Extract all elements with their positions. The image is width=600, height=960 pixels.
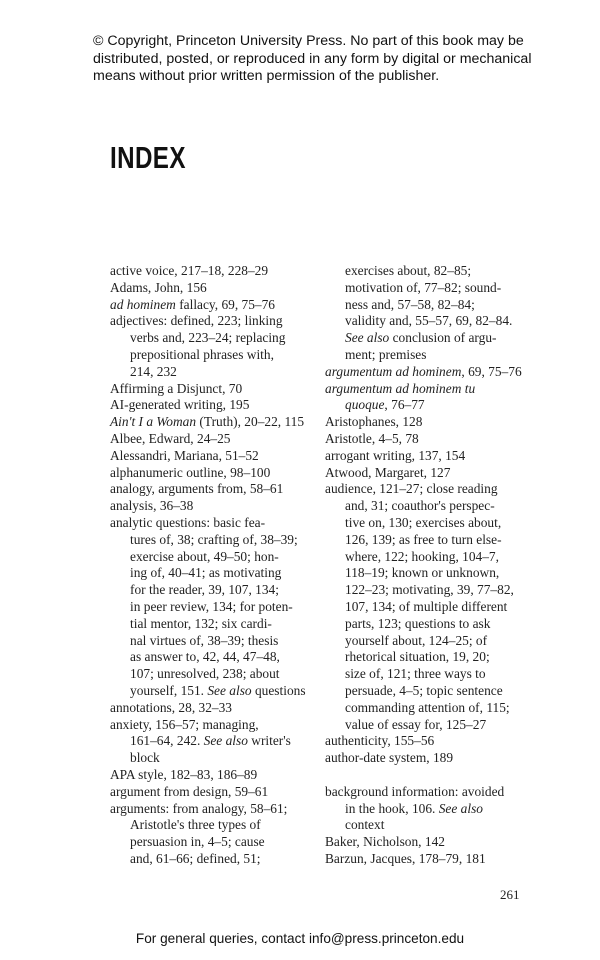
index-entry-line — [325, 683, 535, 700]
index-entry-line — [110, 431, 320, 448]
index-entry-line — [325, 330, 535, 347]
index-entry-line — [325, 582, 535, 599]
index-entry-line — [325, 515, 535, 532]
index-entry-line — [325, 733, 535, 750]
index-entry-line — [325, 750, 535, 767]
index-entry-line — [110, 582, 320, 599]
entry-text: analysis, 36–38 — [110, 498, 194, 514]
entry-text: arrogant writing, 137, 154 — [325, 447, 466, 463]
index-entry-line — [110, 498, 320, 515]
entry-text: nal virtues of, 38–39; thesis — [130, 632, 279, 648]
italic-text: argumentum ad hominem tu — [325, 380, 476, 396]
index-entry-line — [325, 565, 535, 582]
copyright-line: means without prior written permission of the publisher. — [93, 68, 440, 84]
index-entry-line — [110, 280, 320, 297]
index-entry-line — [110, 414, 320, 431]
entry-text: exercise about, 49–50; hon- — [130, 548, 279, 564]
italic-text: quoque — [345, 397, 385, 413]
index-entry-line — [110, 263, 320, 280]
entry-text: and, 31; coauthor's perspec- — [345, 498, 495, 514]
entry-text: 126, 139; as free to turn else- — [345, 531, 502, 547]
index-entry-line — [110, 851, 320, 868]
entry-text: block — [130, 750, 160, 766]
entry-text: and, 61–66; defined, 51; — [130, 850, 261, 866]
index-entry-line — [110, 465, 320, 482]
italic-text: Ain't I a Woman — [110, 414, 197, 430]
index-entry-line — [110, 481, 320, 498]
copyright-line: © Copyright, Princeton University Press. No part of this book may be — [93, 33, 524, 49]
index-entry-line — [325, 414, 535, 431]
index-entry-line — [110, 297, 320, 314]
entry-text: Aristotle's three types of — [130, 817, 261, 833]
index-entry-line — [325, 498, 535, 515]
index-entry-line — [110, 750, 320, 767]
index-entry-line — [110, 683, 320, 700]
entry-text: analytic questions: basic fea- — [110, 514, 266, 530]
entry-text: , 76–77 — [384, 397, 425, 413]
index-entry-line — [110, 515, 320, 532]
italic-text: See also — [203, 733, 248, 749]
entry-text: Adams, John, 156 — [110, 279, 207, 295]
entry-text: Barzun, Jacques, 178–79, 181 — [325, 850, 486, 866]
entry-text: size of, 121; three ways to — [345, 666, 486, 682]
entry-text: ment; premises — [345, 346, 427, 362]
italic-text: See also — [345, 330, 390, 346]
index-entry-line — [325, 717, 535, 734]
entry-text: AI-generated writing, 195 — [110, 397, 250, 413]
entry-text: ness and, 57–58, 82–84; — [345, 296, 475, 312]
index-entry-line — [110, 313, 320, 330]
entry-text: conclusion of argu- — [389, 330, 497, 346]
entry-text: parts, 123; questions to ask — [345, 615, 491, 631]
entry-text: alphanumeric outline, 98–100 — [110, 464, 271, 480]
index-entry-line — [110, 817, 320, 834]
index-entry-line — [325, 700, 535, 717]
entry-text: persuade, 4–5; topic sentence — [345, 682, 503, 698]
entry-text: exercises about, 82–85; — [345, 263, 472, 278]
index-entry-line — [110, 599, 320, 616]
entry-text: writer's — [247, 733, 291, 749]
entry-text: (Truth), 20–22, 115 — [196, 414, 305, 430]
entry-text: yourself about, 124–25; of — [345, 632, 488, 648]
index-entry-line — [110, 616, 320, 633]
index-entry-line — [110, 801, 320, 818]
entry-text: arguments: from analogy, 58–61; — [110, 800, 288, 816]
entry-text: 118–19; known or unknown, — [345, 565, 500, 581]
entry-text: background information: avoided — [325, 783, 505, 799]
index-entry-line — [325, 263, 535, 280]
index-entry-line — [325, 297, 535, 314]
entry-text: anxiety, 156–57; managing, — [110, 716, 259, 732]
page-title: INDEX — [110, 140, 186, 175]
entry-text: audience, 121–27; close reading — [325, 481, 498, 497]
index-entry-line — [110, 733, 320, 750]
index-entry-line — [325, 649, 535, 666]
index-entry-line — [110, 364, 320, 381]
entry-text: yourself, 151. — [130, 682, 208, 698]
entry-text: 107; unresolved, 238; about — [130, 666, 280, 682]
index-entry-line — [325, 280, 535, 297]
index-entry-line — [325, 364, 535, 381]
entry-text: value of essay for, 125–27 — [345, 716, 487, 732]
entry-text: Atwood, Margaret, 127 — [325, 464, 451, 480]
entry-text: author-date system, 189 — [325, 750, 454, 766]
entry-text: adjectives: defined, 223; linking — [110, 313, 283, 329]
entry-text: 161–64, 242. — [130, 733, 204, 749]
entry-text: , 69, 75–76 — [461, 363, 522, 379]
index-entry-line — [325, 834, 535, 851]
index-entry-line — [110, 649, 320, 666]
entry-text: for the reader, 39, 107, 134; — [130, 582, 279, 598]
italic-text: See also — [207, 682, 252, 698]
index-entry-line — [325, 465, 535, 482]
index-entry-line — [110, 381, 320, 398]
footer-contact: For general queries, contact info@press.princeton.edu — [135, 931, 465, 946]
index-entry-line — [325, 313, 535, 330]
index-entry-line — [325, 481, 535, 498]
index-entry-line — [325, 851, 535, 868]
index-entry-line — [110, 784, 320, 801]
index-entry-line — [325, 784, 535, 801]
copyright-line: distributed, posted, or reproduced in any form by digital or mechanical — [93, 50, 532, 67]
index-entry-line — [325, 381, 535, 398]
entry-text: Aristophanes, 128 — [325, 414, 423, 430]
copyright-notice — [93, 33, 533, 86]
index-entry-line — [325, 549, 535, 566]
entry-text: APA style, 182–83, 186–89 — [110, 766, 258, 782]
index-column-right — [325, 263, 535, 868]
entry-text: Alessandri, Mariana, 51–52 — [110, 447, 259, 463]
index-entry-line — [325, 817, 535, 834]
italic-text: argumentum ad hominem — [325, 363, 462, 379]
index-entry-line — [110, 834, 320, 851]
entry-text: 107, 134; of multiple different — [345, 598, 508, 614]
index-entry-line — [110, 633, 320, 650]
index-entry-line — [325, 767, 535, 784]
index-column-left — [110, 263, 320, 868]
italic-text: See also — [438, 800, 483, 816]
entry-text: Albee, Edward, 24–25 — [110, 430, 231, 446]
entry-text: as answer to, 42, 44, 47–48, — [130, 649, 280, 665]
entry-text: Baker, Nicholson, 142 — [325, 834, 445, 850]
entry-text: tial mentor, 132; six cardi- — [130, 615, 272, 631]
index-entry-line — [110, 347, 320, 364]
entry-text: analogy, arguments from, 58–61 — [110, 481, 284, 497]
entry-text: verbs and, 223–24; replacing — [130, 330, 286, 346]
index-entry-line — [110, 565, 320, 582]
entry-text: annotations, 28, 32–33 — [110, 699, 232, 715]
index-entry-line — [325, 532, 535, 549]
italic-text: ad hominem — [110, 296, 176, 312]
index-entry-line — [325, 347, 535, 364]
index-entry-line — [325, 666, 535, 683]
entry-text: tive on, 130; exercises about, — [345, 514, 502, 530]
entry-text: Affirming a Disjunct, 70 — [110, 380, 243, 396]
index-entry-line — [110, 717, 320, 734]
index-entry-line — [110, 532, 320, 549]
entry-text: motivation of, 77–82; sound- — [345, 279, 502, 295]
entry-text: context — [345, 817, 385, 833]
entry-text: 122–23; motivating, 39, 77–82, — [345, 582, 514, 598]
entry-text: authenticity, 155–56 — [325, 733, 435, 749]
entry-text: where, 122; hooking, 104–7, — [345, 548, 499, 564]
index-entry-line — [325, 431, 535, 448]
index-entry-line — [110, 330, 320, 347]
index-entry-line — [110, 767, 320, 784]
index-entry-line — [325, 448, 535, 465]
index-entry-line — [110, 666, 320, 683]
entry-text: commanding attention of, 115; — [345, 699, 510, 715]
entry-text: Aristotle, 4–5, 78 — [325, 430, 419, 446]
index-entry-line — [325, 599, 535, 616]
index-entry-line — [110, 397, 320, 414]
entry-text: active voice, 217–18, 228–29 — [110, 263, 269, 278]
entry-text: in peer review, 134; for poten- — [130, 598, 293, 614]
page-number: 261 — [500, 887, 520, 902]
index-entry-line — [325, 616, 535, 633]
index-entry-line — [325, 801, 535, 818]
entry-text: persuasion in, 4–5; cause — [130, 834, 265, 850]
entry-text: tures of, 38; crafting of, 38–39; — [130, 531, 298, 547]
entry-text: ing of, 40–41; as motivating — [130, 565, 282, 581]
index-entry-line — [110, 448, 320, 465]
entry-text: rhetorical situation, 19, 20; — [345, 649, 490, 665]
index-entry-line — [110, 700, 320, 717]
index-entry-line — [325, 633, 535, 650]
entry-text: validity and, 55–57, 69, 82–84. — [345, 313, 513, 329]
entry-text: in the hook, 106. — [345, 800, 439, 816]
index-entry-line — [110, 549, 320, 566]
entry-text: questions — [251, 682, 306, 698]
entry-text: 214, 232 — [130, 363, 177, 379]
entry-text: fallacy, 69, 75–76 — [175, 296, 276, 312]
entry-text: prepositional phrases with, — [130, 346, 274, 362]
index-entry-line — [325, 397, 535, 414]
entry-text: argument from design, 59–61 — [110, 783, 269, 799]
